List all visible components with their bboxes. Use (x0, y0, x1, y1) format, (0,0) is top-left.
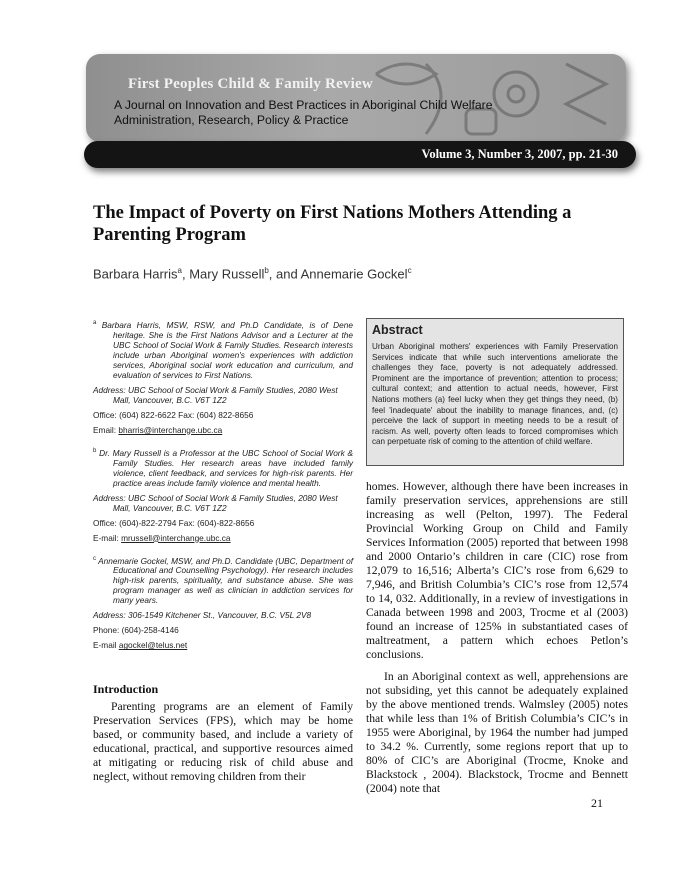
section-heading-introduction: Introduction (93, 682, 159, 696)
address: Address: 306-1549 Kitchener St., Vancouver, B.C. V5L 2V8 (93, 610, 312, 621)
body-paragraph: In an Aboriginal context as well, apprehensions are not subsiding, yet this cannot be adequately explained by the above mentioned trends. Walmsley (2005) notes that while less than 1% of British Columbia’s CIC’s in 1955 were Aboriginal, by 1964 the number had jumped to 34.2 %. Currently, some regions report that up to 80% of CIC’s are Aboriginal (Trocme, Knoke and Blackstock , 2004). Blackstock, Trocme and Bennett (2004) note that (366, 670, 628, 795)
volume-bar (84, 141, 636, 168)
author-separator: , and (268, 266, 301, 282)
abstract-text: Urban Aboriginal mothers' experiences with Family Preservation Services indicate that while such interventions ameliorate the challenges they face, poverty is not adequately addressed. Prominent are the importance of prevention; attention to process; cultural context; and attention to actual needs, however, First Nations mothers (a) feel lucky when they get things they need, (b) feel 'inadequate' about the inability to manage finances, and, (c) perceive the lack of support in meeting needs to be a result of racism. As well, poverty often leads to forced compromises which can perpetuate risk of coming to the attention of child welfare. (372, 342, 618, 447)
volume-info: Volume 3, Number 3, 2007, pp. 21-30 (421, 147, 618, 161)
author-separator: , (181, 266, 190, 282)
bio-mark: b (93, 447, 97, 454)
author-mark: b (264, 266, 269, 275)
affiliations (93, 318, 353, 657)
bio-mark: a (93, 320, 97, 326)
author-bio (93, 446, 353, 488)
affiliation-a (93, 318, 353, 435)
author-name: Annemarie Gockel (300, 266, 408, 282)
journal-title: First Peoples Child & Family Review (128, 76, 373, 92)
author-bio (93, 318, 353, 380)
email-link[interactable]: agockel@telus.net (118, 640, 188, 651)
author-bio (93, 554, 353, 606)
abstract-heading: Abstract (372, 323, 423, 337)
journal-subtitle-line1: A Journal on Innovation and Best Practices in Aboriginal Child Welfare (114, 98, 493, 112)
author-list (93, 266, 412, 281)
bio-text: Annemarie Gockel, MSW, and Ph.D. Candidate (UBC, Department of Educational and Counselling Psychology). Her research includes high-risk parents, spirituality, and substance abuse. She was program manager as well as clinician in addiction services for many years. (98, 555, 353, 606)
affiliation-b (93, 446, 353, 543)
body-column-left (93, 700, 353, 784)
email-label: Email: (93, 424, 119, 435)
bio-text: Dr. Mary Russell is a Professor at the UBC School of Social Work & Family Studies. Her research areas have included family violence, client feedback, and services for high-risk parents. Her practice areas include family violence and mental health. (99, 447, 353, 488)
article-title: The Impact of Poverty on First Nations Mothers Attending a Parenting Program (93, 203, 572, 245)
email-label: E-mail: (93, 532, 122, 543)
email-line (93, 640, 353, 650)
email-label: E-mail (93, 640, 119, 651)
body-column-right (366, 480, 628, 796)
email-line (93, 533, 353, 543)
address: Address: UBC School of Social Work & Family Studies, 2080 West Mall, Vancouver, B.C. V6T 1Z2 (93, 384, 338, 405)
author-mark: c (407, 266, 412, 275)
abstract-box (366, 318, 624, 466)
journal-subtitle-line2: Administration, Research, Policy & Practice (114, 113, 349, 127)
journal-subtitle (114, 98, 492, 128)
author-name: Mary Russell (189, 266, 265, 282)
journal-banner (86, 54, 626, 142)
author-mark: a (177, 266, 182, 275)
bio-mark: c (93, 555, 96, 562)
phone: Office: (604)-822-2794 Fax: (604)-822-8656 (93, 517, 255, 528)
page-number: 21 (591, 796, 603, 810)
email-link[interactable]: mrussell@interchange.ubc.ca (121, 532, 231, 543)
phone: Phone: (604)-258-4146 (93, 625, 179, 636)
email-line (93, 425, 353, 435)
phone: Office: (604) 822-6622 Fax: (604) 822-8656 (93, 409, 254, 420)
affiliation-c (93, 554, 353, 651)
author-name: Barbara Harris (93, 266, 178, 282)
body-paragraph: homes. However, although there have been increases in family preservation services, apprehensions are still increasing as well (Pelton, 1997). The Federal Provincial Working Group on Child and Family Services Information (2005) reported that between 1998 and 2000 Ontario’s children in care (CIC) rose from 12,079 to 16,516; Alberta’s CIC’s rose from 6,629 to 7,946, and British Columbia’s CIC’s rose from 12,574 to 14, 032. Additionally, in a review of investigations in Canada between 1998 and 2003, Trocme et al (2003) found an increase of 125% in substantiated cases of maltreatment, a pattern which echoes Petlon’s conclusions. (366, 480, 628, 661)
email-link[interactable]: bharris@interchange.ubc.ca (118, 424, 223, 435)
body-paragraph: Parenting programs are an element of Family Preservation Services (FPS), which may be home based, or community based, and include a variety of educational, practical, and supportive resources aimed at mitigating or reducing risk of child abuse and neglect, without removing children from their (93, 700, 353, 783)
bio-text: Barbara Harris, MSW, RSW, and Ph.D Candidate, is of Dene heritage. She is the First Nations Advisor and a Lecturer at the UBC School of Social Work & Family Studies. Research interests include urban Aboriginal women's experiences with addiction services, Aboriginal social work education and curriculum, and evaluation of services to First Nations. (101, 319, 353, 380)
address: Address: UBC School of Social Work & Family Studies, 2080 West Mall, Vancouver, B.C. V6T 1Z2 (93, 492, 338, 513)
